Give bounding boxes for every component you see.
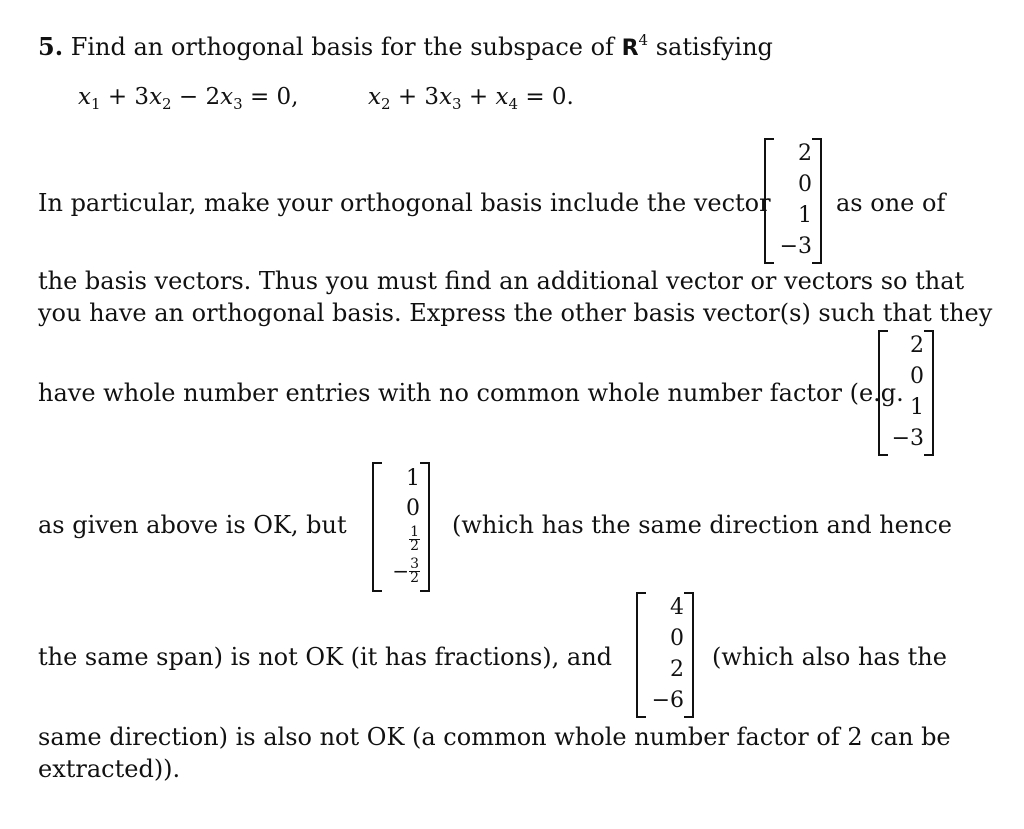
vector-entry: 0: [798, 172, 812, 197]
real-space-symbol: R: [621, 36, 639, 61]
fraction-vector: [372, 462, 430, 592]
given-vector: [764, 138, 822, 264]
paragraph-line-6-end: (which also has the: [712, 643, 947, 671]
vector-entry: 4: [670, 595, 684, 620]
paragraph-line-6: the same span) is not OK (it has fractions), and: [38, 643, 613, 671]
vector-entry: 0: [670, 626, 684, 651]
vector-entry: 1: [910, 395, 924, 420]
vector-entry: 2: [798, 141, 812, 166]
problem-statement-line: [38, 25, 773, 64]
equation-1: $x_1 + 3x_2 - 2x_3 = 0$,: [78, 84, 299, 113]
paragraph-line-8: extracted)).: [38, 755, 181, 783]
vector-entry: 0: [406, 496, 420, 521]
equation-2: $x_2 + 3x_3 + x_4 = 0$.: [368, 84, 574, 113]
problem-number: 5.: [38, 32, 64, 61]
scaled-vector: [636, 592, 694, 718]
vector-entry: −3: [891, 426, 924, 451]
vector-entry: 2: [670, 657, 684, 682]
vector-entry-fraction: $\frac{1}{2}$: [410, 523, 419, 554]
space-dimension: 4: [638, 31, 649, 49]
vector-entry: 1: [798, 203, 812, 228]
vector-entry: 0: [910, 364, 924, 389]
paragraph-line-1-end: as one of: [836, 189, 946, 217]
vector-entry: 1: [406, 466, 420, 491]
example-vector: [878, 330, 934, 456]
paragraph-line-2: the basis vectors. Thus you must find an additional vector or vectors so that: [38, 267, 965, 295]
vector-entry: −3: [779, 234, 812, 259]
vector-entry-fraction: − $\frac{3}{2}$: [392, 555, 419, 586]
paragraph-line-1: In particular, make your orthogonal basis include the vector: [38, 189, 771, 217]
paragraph-line-4: have whole number entries with no common whole number factor (e.g.: [38, 379, 904, 407]
paragraph-line-7: same direction) is also not OK (a common whole number factor of 2 can be: [38, 723, 951, 751]
paragraph-line-5: as given above is OK, but: [38, 511, 347, 539]
vector-entry: 2: [910, 333, 924, 358]
vector-entry: −6: [651, 688, 684, 713]
paragraph-line-5-end: (which has the same direction and hence: [452, 511, 952, 539]
problem-intro: Find an orthogonal basis for the subspace of: [70, 33, 614, 61]
problem-intro-end: satisfying: [655, 33, 773, 61]
paragraph-line-3: you have an orthogonal basis. Express the other basis vector(s) such that they: [38, 299, 993, 327]
